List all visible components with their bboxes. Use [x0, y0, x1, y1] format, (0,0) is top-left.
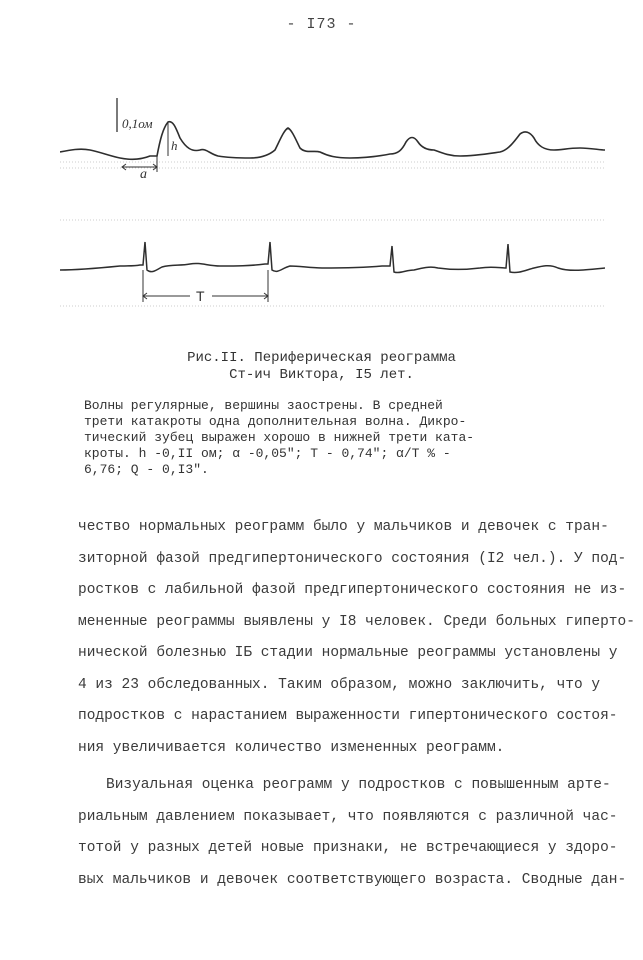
paragraph-2 [78, 770, 627, 896]
label-a: a [140, 167, 147, 182]
bottom-trace-grid [60, 220, 605, 306]
paragraph-1 [78, 512, 635, 764]
caption-title-line1: Рис.II. Периферическая реограмма [187, 350, 456, 366]
caption-note-line: кроты. h -0,II ом; α -0,05"; T - 0,74"; α/T % - [84, 446, 451, 461]
caption-note-line: трети катакроты одна дополнительная волна. Дикро- [84, 414, 467, 429]
figure-caption [0, 350, 643, 384]
text-line: подростков с нарастанием выраженности гипертонического состоя- [78, 708, 618, 724]
scale-label: 0,1ом [122, 116, 153, 131]
caption-note-line: 6,76; Q - 0,I3". [84, 462, 209, 477]
text-line: ростков с лабильной фазой предгипертонического состояния не из- [78, 582, 627, 598]
caption-note-line: тический зубец выражен хорошо в нижней трети ката- [84, 430, 475, 445]
text-line: 4 из 23 обследованных. Таким образом, можно заключить, что у [78, 676, 601, 693]
interval-T-marker [143, 270, 268, 302]
caption-title-line2: Ст-ич Виктора, I5 лет. [229, 367, 414, 383]
page-number: - I73 - [286, 16, 357, 33]
label-h: h [171, 138, 178, 153]
text-line: зиторной фазой предгипертонического состояния (I2 чел.). У под- [78, 550, 627, 567]
rheogram-figure [60, 70, 605, 320]
text-line: мененные реограммы выявлены у I8 человек. Среди больных гиперто- [78, 613, 635, 630]
text-line: тотой у разных детей новые признаки, не встречающиеся у здоро- [78, 840, 618, 856]
text-line: вых мальчиков и девочек соответствующего возраста. Сводные дан- [78, 871, 627, 888]
text-line: риальным давлением показывает, что появляются с различной час- [78, 808, 618, 825]
body-text [78, 512, 635, 896]
text-line: чество нормальных реограмм было у мальчиков и девочек с тран- [78, 519, 609, 535]
text-line: Визуальная оценка реограмм у подростков с повышенным арте- [106, 777, 611, 793]
bottom-ecg-trace [60, 242, 605, 273]
label-T: T [196, 288, 205, 304]
text-line: нической болезнью IБ стадии нормальные реограммы установлены у [78, 645, 618, 661]
text-line: ния увеличивается количество измененных реограмм. [78, 739, 505, 756]
caption-note [84, 398, 554, 478]
caption-note-line: Волны регулярные, вершины заострены. В средней [84, 398, 443, 413]
